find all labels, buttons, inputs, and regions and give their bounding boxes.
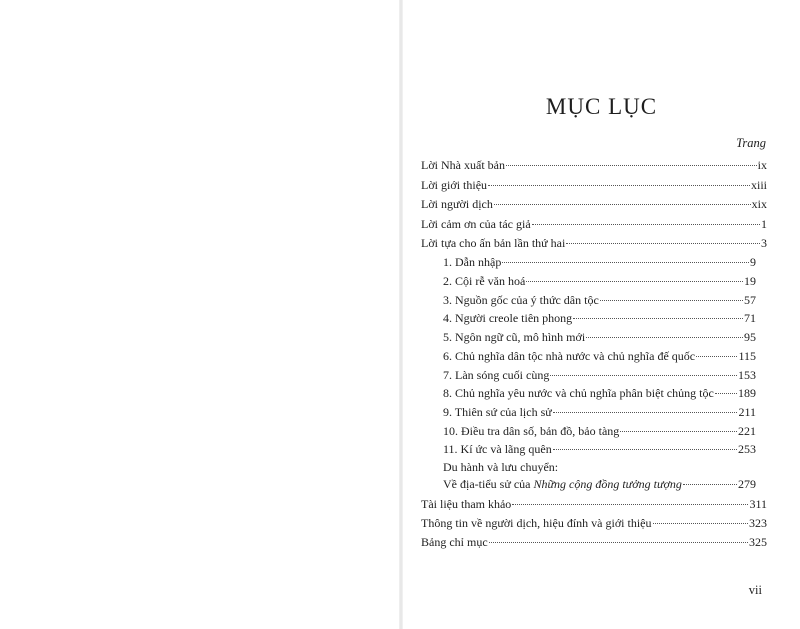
toc-entry-chapter-5[interactable]: 5. Ngôn ngữ cũ, mô hình mới 95 <box>443 330 756 344</box>
toc-entry-front-5[interactable]: Lời tựa cho ấn bản lần thứ hai 3 <box>421 236 767 250</box>
toc-entry-travel[interactable]: Về địa-tiểu sử của Những cộng đồng tưởng tượng 279 <box>443 477 756 491</box>
toc-entry-chapter-4[interactable]: 4. Người creole tiên phong 71 <box>443 311 756 325</box>
toc-entry-chapter-9[interactable]: 9. Thiên sứ của lịch sử 211 <box>443 405 756 419</box>
toc-entry-front-2[interactable]: Lời giới thiệu xiii <box>421 178 767 192</box>
toc-title: MỤC LỤC <box>545 94 658 119</box>
toc-entry-back-1[interactable]: Tài liệu tham khảo 311 <box>421 497 767 511</box>
toc-entry-chapter-10[interactable]: 10. Điều tra dân số, bản đồ, bảo tàng 221 <box>443 424 756 438</box>
toc-entry-chapter-11[interactable]: 11. Kí ức và lãng quên 253 <box>443 442 756 456</box>
right-page-toc <box>403 0 800 629</box>
toc-entry-back-3[interactable]: Bảng chỉ mục 325 <box>421 535 767 549</box>
toc-entry-front-1[interactable]: Lời Nhà xuất bản ix <box>421 158 767 172</box>
travel-prefix: Về địa-tiểu sử của <box>443 477 534 491</box>
toc-entry-front-4[interactable]: Lời cảm ơn của tác giả 1 <box>421 217 767 231</box>
toc-entry-back-2[interactable]: Thông tin về người dịch, hiệu đính và giới thiệu 323 <box>421 516 767 530</box>
page-number: vii <box>748 583 762 597</box>
toc-entry-chapter-2[interactable]: 2. Cội rễ văn hoá 19 <box>443 274 756 288</box>
travel-book-title: Những cộng đồng tưởng tượng <box>533 477 682 491</box>
toc-entry-front-3[interactable]: Lời người dịch xix <box>421 197 767 211</box>
toc-entry-chapter-1[interactable]: 1. Dẫn nhập 9 <box>443 255 756 269</box>
page-column-header: Trang <box>736 136 766 150</box>
toc-entry-chapter-3[interactable]: 3. Nguồn gốc của ý thức dân tộc 57 <box>443 293 756 307</box>
toc-entry-chapter-7[interactable]: 7. Làn sóng cuối cùng 153 <box>443 368 756 382</box>
toc-entry-travel-line1[interactable]: Du hành và lưu chuyển: <box>443 460 559 474</box>
toc-entry-chapter-8[interactable]: 8. Chủ nghĩa yêu nước và chủ nghĩa phân biệt chủng tộc 189 <box>443 386 756 400</box>
toc-entry-chapter-6[interactable]: 6. Chủ nghĩa dân tộc nhà nước và chủ nghĩa đế quốc 115 <box>443 349 756 363</box>
